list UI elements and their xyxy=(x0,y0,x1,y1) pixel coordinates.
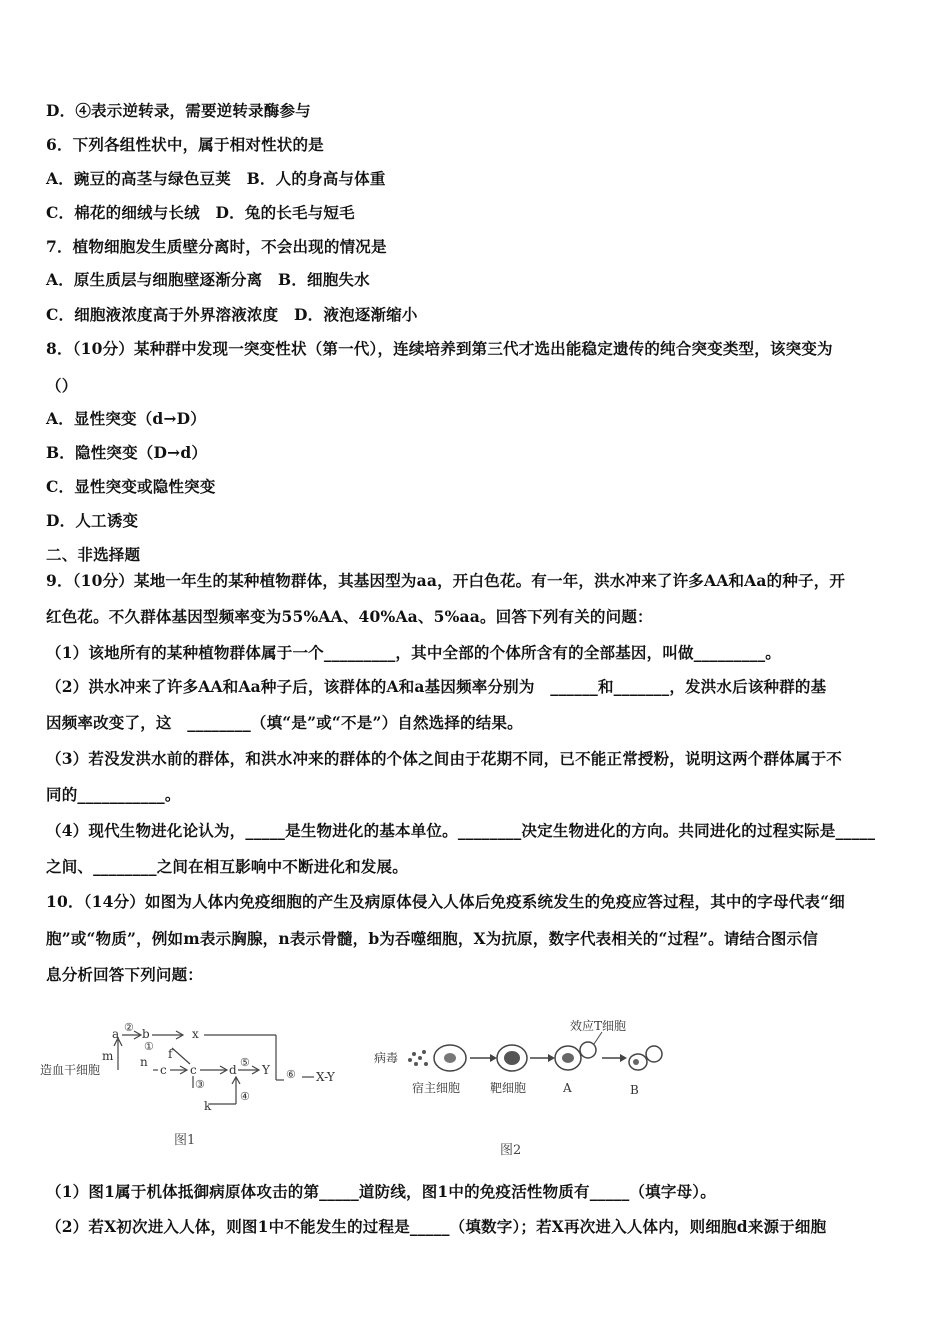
fig1-step-3: ③ xyxy=(195,1078,205,1091)
fig1-label-f: f xyxy=(168,1047,173,1061)
q9-part4-line2: 之间、________之间在相互影响中不断进化和发展。 xyxy=(46,857,408,876)
effector-t-cell xyxy=(580,1042,596,1058)
q9-part2-line2: 因频率改变了，这 ________（填“是”或“不是”）自然选择的结果。 xyxy=(46,713,523,732)
fig1-step-1: ① xyxy=(144,1040,154,1053)
fig1-label-xy: X-Y xyxy=(316,1070,335,1084)
q8-option-c: C．显性突变或隐性突变 xyxy=(46,477,216,496)
q8-option-b: B．隐性突变（D→d） xyxy=(46,443,208,462)
arrow-a-c xyxy=(172,1048,190,1064)
fig1-label-c: c xyxy=(160,1063,167,1077)
fig1-origin-label: 造血干细胞 xyxy=(40,1063,101,1077)
q10-stem-line1: 10．（14分）如图为人体内免疫细胞的产生及病原体侵入人体后免疫系统发生的免疫应答过程，其中的字母代表“细 xyxy=(46,892,845,911)
cell-b-debris xyxy=(633,1059,639,1065)
q9-part1: （1）该地所有的某种植物群体属于一个_________，其中全部的个体所含有的全部基因，叫做_________。 xyxy=(46,643,781,662)
cell-a-nucleus xyxy=(562,1053,574,1063)
q6-stem: 6．下列各组性状中，属于相对性状的是 xyxy=(46,135,324,154)
fig1-step-5: ⑤ xyxy=(240,1056,250,1069)
q10-stem-line3: 息分析回答下列问题： xyxy=(46,965,204,984)
fig2-label-b: B xyxy=(630,1083,639,1097)
q8-stem-line1: 8．（10分）某种群中发现一突变性状（第一代），连续培养到第三代才选出能稳定遗传的纯合突变类型，该突变为 xyxy=(46,339,833,358)
fig1-label-y: Y xyxy=(262,1063,270,1077)
figure-1 xyxy=(40,1020,360,1160)
q9-part2-line1: （2）洪水冲来了许多AA和Aa种子后，该群体的A和a基因频率分别为 ______和_______，发洪水后该种群的基 xyxy=(46,677,827,696)
fig1-label-n: n xyxy=(140,1055,148,1069)
q10-part2: （2）若X初次进入人体，则图1中不能发生的过程是_____（填数字）；若X再次进入人体内，则细胞d来源于细胞 xyxy=(46,1217,827,1236)
fig1-label-a: a xyxy=(112,1027,120,1041)
q7-stem: 7．植物细胞发生质壁分离时，不会出现的情况是 xyxy=(46,237,387,256)
fig2-effector-label: 效应T细胞 xyxy=(570,1019,627,1033)
q5-option-d: D．④表示逆转录，需要逆转录酶参与 xyxy=(46,101,311,120)
virus-particles xyxy=(408,1050,428,1066)
q7-options-ab: A．原生质层与细胞壁逐渐分离 B．细胞失水 xyxy=(46,270,370,289)
q8-option-a: A．显性突变（d→D） xyxy=(46,409,206,428)
fig1-caption: 图1 xyxy=(174,1133,196,1148)
target-cell-nucleus xyxy=(504,1051,520,1065)
q9-stem-line2: 红色花。不久群体基因型频率变为55%AA、40%Aa、5%aa。回答下列有关的问题： xyxy=(46,607,653,626)
fig1-label-c2: c xyxy=(190,1063,197,1077)
q9-part3-line1: （3）若没发洪水前的群体，和洪水冲来的群体的个体之间由于花期不同，已不能正常授粉，说明这两个群体属于不 xyxy=(46,749,842,768)
fig1-label-b: b xyxy=(142,1027,150,1041)
fig1-label-k: k xyxy=(204,1099,212,1113)
q9-stem-line1: 9．（10分）某地一年生的某种植物群体，其基因型为aa，开白色花。有一年，洪水冲来了许多AA和Aa的种子，开 xyxy=(46,571,846,590)
section-heading: 二、非选择题 xyxy=(46,545,141,564)
fig1-step-2: ② xyxy=(124,1021,134,1034)
q6-options-cd: C．棉花的细绒与长绒 D．兔的长毛与短毛 xyxy=(46,203,355,222)
fig2-target-label: 靶细胞 xyxy=(490,1081,527,1095)
arrow-host-target-head xyxy=(490,1054,497,1062)
fig1-step-6: ⑥ xyxy=(286,1068,296,1081)
q10-part1: （1）图1属于机体抵御病原体攻击的第_____道防线，图1中的免疫活性物质有_____（填字母）。 xyxy=(46,1182,716,1201)
q9-part4-line1: （4）现代生物进化论认为，_____是生物进化的基本单位。________决定生物进化的方向。共同进化的过程实际是_____ xyxy=(46,821,876,840)
arrow-target-a-head xyxy=(548,1054,555,1062)
figure-2-diagram xyxy=(370,1014,680,1164)
host-cell-nucleus xyxy=(444,1053,456,1063)
fig1-label-d: d xyxy=(229,1063,237,1077)
cell-b-fragment-2 xyxy=(646,1046,662,1062)
figure-1-diagram xyxy=(40,1020,360,1160)
fig1-step-4: ④ xyxy=(240,1090,250,1103)
q10-stem-line2: 胞”或“物质”，例如m表示胸腺，n表示骨髓，b为吞噬细胞，X为抗原，数字代表相关的“过程”。请结合图示信 xyxy=(46,929,819,948)
q7-options-cd: C．细胞液浓度高于外界溶液浓度 D．液泡逐渐缩小 xyxy=(46,305,418,324)
q8-option-d: D．人工诱变 xyxy=(46,511,139,530)
fig2-caption: 图2 xyxy=(500,1143,522,1158)
figure-2 xyxy=(370,1014,680,1164)
fig2-label-a: A xyxy=(563,1081,572,1095)
q8-stem-line2: （） xyxy=(46,376,78,395)
fig1-label-x: x xyxy=(192,1027,199,1041)
arrow-a-b-head xyxy=(620,1054,627,1062)
q9-part3-line2: 同的___________。 xyxy=(46,785,181,804)
fig2-virus-label: 病毒 xyxy=(374,1051,399,1065)
fig2-host-label: 宿主细胞 xyxy=(412,1081,461,1095)
effector-pointer xyxy=(594,1032,602,1044)
fig1-label-m: m xyxy=(102,1049,114,1063)
q6-options-ab: A．豌豆的高茎与绿色豆荚 B．人的身高与体重 xyxy=(46,169,386,188)
